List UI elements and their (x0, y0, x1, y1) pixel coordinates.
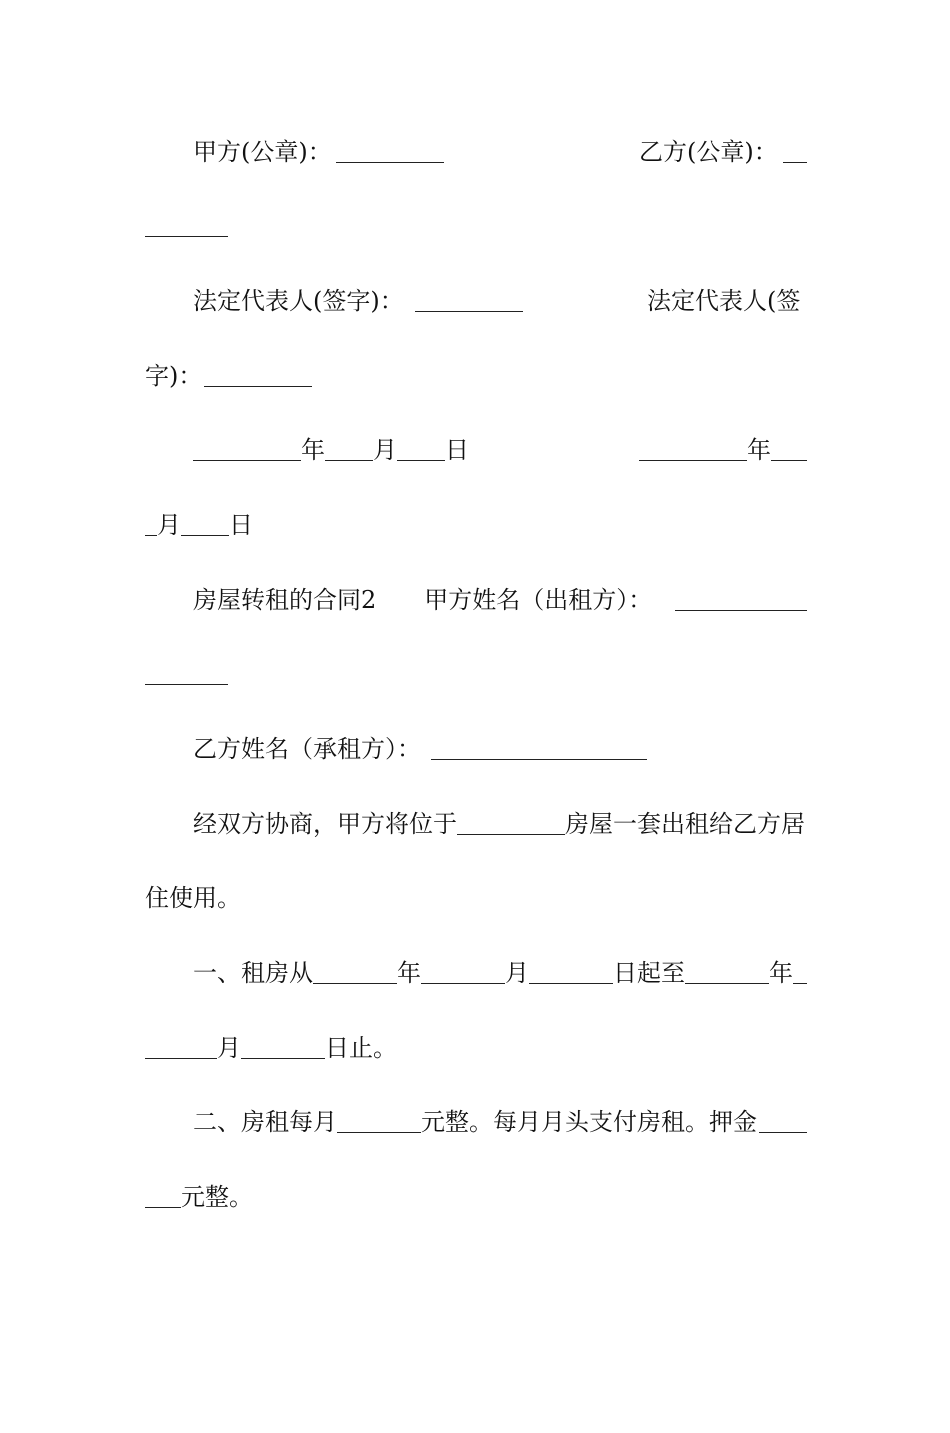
date-a-day-blank (397, 460, 445, 461)
term-line1 (0, 953, 950, 993)
deposit-blank-start (759, 1132, 807, 1133)
legal-rep-b-label-end: 字)： (145, 362, 203, 390)
date-b-year-blank (639, 460, 747, 461)
para1-line2 (0, 878, 950, 918)
party-b-seal-continuation (0, 206, 950, 246)
signature-seal-line (0, 132, 950, 172)
date-line (0, 430, 950, 470)
party-a-name-continuation (0, 654, 950, 694)
contract2-heading-line (0, 580, 950, 620)
date-b-month-blank-start (771, 460, 807, 461)
date-b-continuation (0, 505, 950, 545)
legal-rep-line (0, 281, 950, 321)
term-text-c: 日止。 (325, 1034, 397, 1062)
legal-rep-a-blank (415, 311, 523, 312)
term-line2 (0, 1028, 950, 1068)
party-b-seal-label: 乙方(公章)： (639, 138, 778, 166)
party-a-seal-label: 甲方(公章)： (193, 138, 332, 166)
term-start-month-label: 月 (505, 959, 529, 987)
party-b-seal-blank-end (145, 236, 228, 237)
party-b-name-blank (431, 759, 647, 760)
rent-line1 (0, 1102, 950, 1142)
party-b-seal-blank-start (783, 162, 807, 163)
party-b-name-line (0, 729, 950, 769)
legal-rep-a-label: 法定代表人(签字)： (193, 287, 404, 315)
party-a-name-blank (675, 610, 807, 611)
legal-rep-b-blank (204, 386, 312, 387)
term-start-month-blank (421, 983, 505, 984)
term-start-year-label: 年 (397, 959, 421, 987)
party-b-name-label: 乙方姓名（承租方）： (193, 735, 421, 763)
term-start-year-blank (313, 983, 397, 984)
rent-line2 (0, 1177, 950, 1217)
term-end-month-blank-start (793, 983, 807, 984)
term-end-year-label: 年 (769, 959, 793, 987)
legal-rep-b-label: 法定代表人(签 (647, 287, 801, 315)
para1-text-c: 住使用。 (145, 884, 241, 912)
date-a-year-label: 年 (301, 436, 325, 464)
date-b-month-blank-end (145, 535, 157, 536)
party-a-seal-blank (336, 162, 444, 163)
date-b-month-label: 月 (157, 511, 181, 539)
rent-text-a: 二、房租每月 (193, 1108, 337, 1136)
rent-text-c: 元整。 (181, 1183, 253, 1211)
date-a-month-label: 月 (373, 436, 397, 464)
contract2-heading: 房屋转租的合同2 甲方姓名（出租方）： (193, 586, 653, 614)
term-end-month-blank-end (145, 1058, 217, 1059)
para1-line1 (0, 804, 950, 844)
date-a-year-blank (193, 460, 301, 461)
term-text-a: 一、租房从 (193, 959, 313, 987)
term-start-day-blank (529, 983, 613, 984)
para1-text-a: 经双方协商，甲方将位于 (193, 810, 457, 838)
party-a-name-blank-end (145, 684, 228, 685)
date-a-day-label: 日 (445, 436, 469, 464)
rent-text-b: 元整。每月月头支付房租。押金 (421, 1108, 757, 1136)
deposit-blank-end (145, 1207, 181, 1208)
term-end-month-label: 月 (217, 1034, 241, 1062)
para1-text-b: 房屋一套出租给乙方居 (565, 810, 805, 838)
property-address-blank (457, 834, 565, 835)
term-end-day-blank (241, 1058, 325, 1059)
legal-rep-b-continuation (0, 356, 950, 396)
term-end-year-blank (685, 983, 769, 984)
monthly-rent-blank (337, 1132, 421, 1133)
date-a-month-blank (325, 460, 373, 461)
date-b-day-blank (181, 535, 229, 536)
term-text-b: 日起至 (613, 959, 685, 987)
date-b-day-label: 日 (229, 511, 253, 539)
date-b-year-label: 年 (747, 436, 771, 464)
